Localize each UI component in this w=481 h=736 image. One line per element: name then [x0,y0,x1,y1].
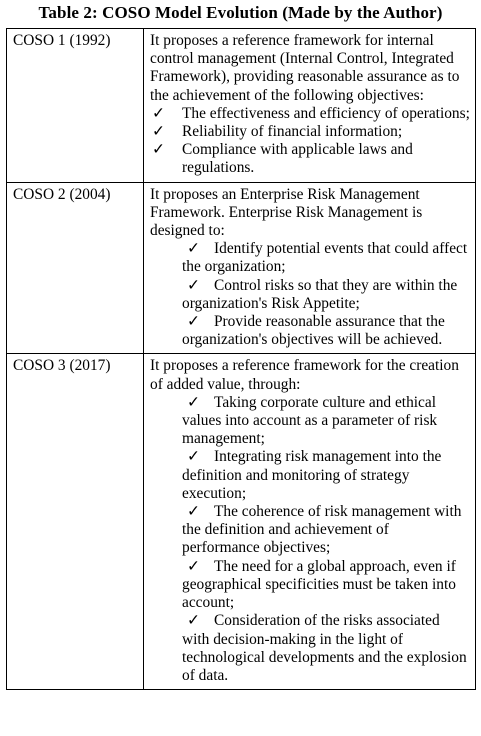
list-item-text: Compliance with applicable laws and regulations. [182,141,413,177]
list-item-text: The effectiveness and efficiency of operations; [182,104,470,122]
list-item-text: Provide reasonable assurance that the organization's objectives will be achieved. [182,313,445,349]
model-name: COSO 1 (1992) [13,32,111,49]
description-intro: It proposes a reference framework for the creation of added value, through: [150,357,459,393]
checkmark-icon: ✓ [187,503,200,521]
coso-evolution-table [6,28,476,690]
list-item [150,240,470,276]
list-item-text: Taking corporate culture and ethical values into account as a parameter of risk management; [182,393,438,448]
table-row [7,182,476,354]
list-item-text: Identify potential events that could affect the organization; [182,240,468,276]
list-item [150,277,470,313]
list-item [150,558,470,613]
description-intro: It proposes an Enterprise Risk Management Framework. Enterprise Risk Management is designed to: [150,185,423,240]
list-item [150,394,470,449]
list-item [150,123,470,141]
list-item-text: Reliability of financial information; [182,123,403,141]
model-cell [7,354,144,690]
checkmark-icon: ✓ [187,557,200,575]
checkmark-icon: ✓ [187,393,200,411]
table-title: Table 2: COSO Model Evolution (Made by the Author) [38,3,443,22]
list-item [150,313,470,349]
model-name: COSO 3 (2017) [13,357,111,375]
model-cell [7,182,144,354]
checkmark-icon: ✓ [152,123,165,141]
checkmark-icon: ✓ [187,313,200,331]
model-cell [7,29,144,183]
objective-list [150,240,470,349]
table-row [7,29,476,183]
checkmark-icon: ✓ [187,240,200,258]
model-name: COSO 2 (2004) [13,185,111,203]
checkmark-icon: ✓ [187,448,200,466]
objective-list [150,105,470,178]
list-item [150,612,470,685]
description-cell [144,29,476,183]
list-item [150,105,470,123]
checkmark-icon: ✓ [187,612,200,630]
list-item-text: Integrating risk management into the definition and monitoring of strategy execution; [182,448,442,502]
description-intro: It proposes a reference framework for internal control management (Internal Control, Integrated Framework), providing reasonable assurance as to the achievement of the following objectives: [150,32,460,104]
list-item [150,141,470,177]
description-cell [144,354,476,690]
list-item [150,448,470,503]
checkmark-icon: ✓ [152,104,165,122]
table-row [7,354,476,690]
checkmark-icon: ✓ [152,141,165,159]
objective-list [150,394,470,685]
list-item-text: The need for a global approach, even if geographical specificities must be taken into account; [182,557,456,612]
list-item-text: The coherence of risk management with the definition and achievement of performance objectives; [182,503,462,557]
list-item [150,503,470,558]
checkmark-icon: ✓ [187,276,200,294]
description-cell [144,182,476,354]
list-item-text: Control risks so that they are within the organization's Risk Appetite; [182,276,458,312]
list-item-text: Consideration of the risks associated with decision-making in the light of technological developments and the explosion of data. [182,612,467,684]
